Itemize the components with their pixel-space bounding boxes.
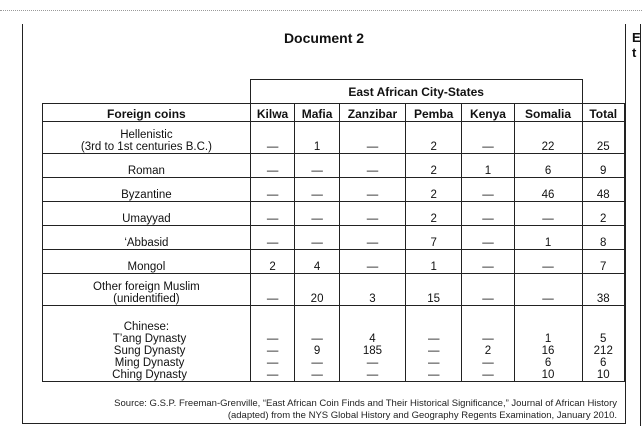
column-divider — [640, 24, 641, 426]
coin-count-cell: 48 — [582, 178, 625, 202]
coin-count-cell: 6 — [514, 154, 582, 178]
coin-count-cell: 3 — [339, 274, 405, 306]
header-kilwa: Kilwa — [250, 104, 295, 122]
coin-count-cell: 22 — [514, 122, 582, 154]
coin-count-cell: — — [339, 250, 405, 274]
coin-count-cell: — — [514, 250, 582, 274]
coin-count-cell: — — [462, 202, 514, 226]
table-row — [43, 274, 625, 306]
coin-count-cell: — — [295, 154, 339, 178]
table-body — [43, 122, 625, 382]
table-row — [43, 202, 625, 226]
source-line-2: (adapted) from the NYS Global History and Geography Regents Examination, January 2010. — [227, 410, 617, 421]
header-zanzibar: Zanzibar — [339, 104, 405, 122]
header-pemba: Pemba — [406, 104, 462, 122]
coin-count-cell: — — [250, 154, 295, 178]
source-line-1: Source: G.S.P. Freeman-Grenville, “East African Coin Finds and Their Historical Significance,” Journal of African History — [114, 398, 617, 409]
coin-count-cell: 5 212 6 10 — [582, 306, 625, 382]
table-row — [43, 178, 625, 202]
coin-count-cell: — — [462, 274, 514, 306]
coin-count-cell: 46 — [514, 178, 582, 202]
coin-count-cell: — — [250, 178, 295, 202]
coin-type-label: Umayyad — [43, 202, 251, 226]
document-title: Document 2 — [283, 30, 365, 46]
coin-type-label: Roman — [43, 154, 251, 178]
coin-count-cell: — — [295, 178, 339, 202]
coin-count-cell: — — [339, 122, 405, 154]
coin-count-cell: 4 185 — — — [339, 306, 405, 382]
coin-count-cell: — — [295, 226, 339, 250]
coin-count-cell: — — [295, 202, 339, 226]
bottom-rule — [22, 423, 626, 424]
coin-count-cell: 2 — [406, 178, 462, 202]
document-panel — [22, 24, 626, 424]
coin-count-cell: — — — — — [250, 306, 295, 382]
coin-count-cell: 1 16 6 10 — [514, 306, 582, 382]
table-row — [43, 122, 625, 154]
table-row — [43, 154, 625, 178]
coin-count-cell: — — [462, 122, 514, 154]
coin-count-cell: — — [514, 202, 582, 226]
blank-header-cell — [43, 80, 251, 104]
coin-count-cell: 38 — [582, 274, 625, 306]
coin-count-cell: — — [339, 226, 405, 250]
coin-count-cell: — — [339, 154, 405, 178]
coin-count-cell: 7 — [582, 250, 625, 274]
column-header-row — [43, 104, 625, 122]
header-somalia: Somalia — [514, 104, 582, 122]
coin-finds-table — [42, 79, 625, 382]
coin-type-label: Other foreign Muslim (unidentified) — [43, 274, 251, 306]
coin-count-cell: — — [250, 122, 295, 154]
coin-count-cell: 1 — [406, 250, 462, 274]
coin-count-cell: 1 — [462, 154, 514, 178]
coin-count-cell: 7 — [406, 226, 462, 250]
coin-type-label: Hellenistic (3rd to 1st centuries B.C.) — [43, 122, 251, 154]
coin-count-cell: — 9 — — — [295, 306, 339, 382]
coin-count-cell: 1 — [514, 226, 582, 250]
coin-count-cell: 8 — [582, 226, 625, 250]
header-kenya: Kenya — [462, 104, 514, 122]
coin-count-cell: 2 — [250, 250, 295, 274]
top-dotted-rule — [0, 10, 642, 11]
header-foreign-coins: Foreign coins — [43, 104, 251, 122]
group-header-row — [43, 80, 625, 104]
coin-type-label: Mongol — [43, 250, 251, 274]
coin-count-cell: 9 — [582, 154, 625, 178]
coin-type-label: Chinese: T’ang Dynasty Sung Dynasty Ming Dynasty Ching Dynasty — [43, 306, 251, 382]
coin-count-cell: 15 — [406, 274, 462, 306]
coin-count-cell: 25 — [582, 122, 625, 154]
coin-count-cell: 20 — [295, 274, 339, 306]
coin-count-cell: 2 — [406, 154, 462, 178]
table-row — [43, 226, 625, 250]
coin-count-cell: 2 — [406, 122, 462, 154]
coin-count-cell: — — [339, 202, 405, 226]
source-citation — [23, 398, 617, 422]
group-header: East African City-States — [250, 80, 582, 104]
coin-count-cell: — — [462, 250, 514, 274]
coin-count-cell: — — [462, 178, 514, 202]
coin-count-cell: — — — — — [406, 306, 462, 382]
coin-count-cell: 2 — [582, 202, 625, 226]
blank-header-cell — [582, 80, 625, 104]
header-mafia: Mafia — [295, 104, 339, 122]
coin-count-cell: — — [339, 178, 405, 202]
coin-count-cell: — — [462, 226, 514, 250]
table-row — [43, 306, 625, 382]
coin-count-cell: — — [514, 274, 582, 306]
coin-count-cell: 1 — [295, 122, 339, 154]
coin-type-label: ‘Abbasid — [43, 226, 251, 250]
coin-type-label: Byzantine — [43, 178, 251, 202]
header-total: Total — [582, 104, 625, 122]
coin-count-cell: 2 — [406, 202, 462, 226]
coin-count-cell: 4 — [295, 250, 339, 274]
coin-count-cell: — — [250, 202, 295, 226]
coin-count-cell: — — [250, 226, 295, 250]
coin-count-cell: — — [250, 274, 295, 306]
table-row — [43, 250, 625, 274]
adjacent-column-text: E t — [632, 30, 641, 60]
coin-count-cell: — 2 — — — [462, 306, 514, 382]
